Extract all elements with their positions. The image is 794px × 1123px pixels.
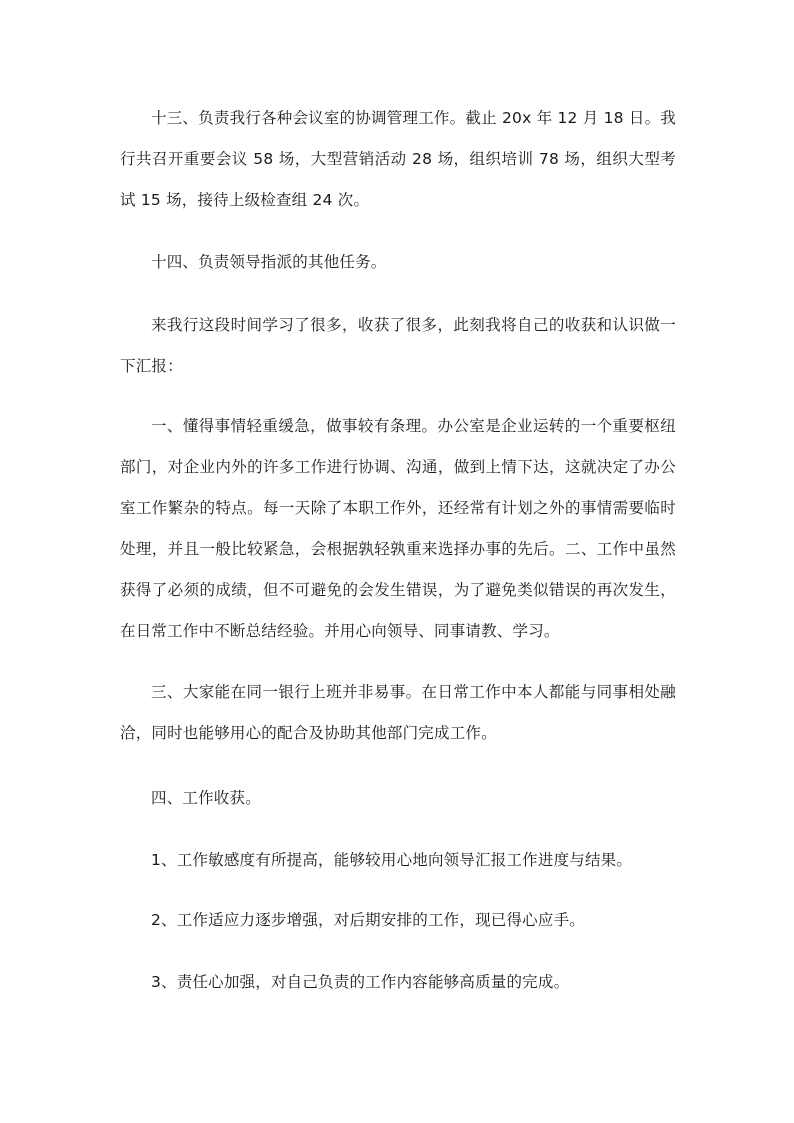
paragraph-priorities: 一、懂得事情轻重缓急，做事较有条理。办公室是企业运转的一个重要枢纽部门，对企业内外的许多工作进行协调、沟通，做到上情下达，这就决定了办公室工作繁杂的特点。每一天除了本职工作外，还经常有计划之外的事情需要临时处理，并且一般比较紧急，会根据孰轻孰重来选择办事的先后。二、工作中虽然获得了必须的成绩，但不可避免的会发生错误，为了避免类似错误的再次发生，在日常工作中不断总结经验。并用心向领导、同事请教、学习。 <box>120 417 676 640</box>
paragraph-gain-3: 3、责任心加强，对自己负责的工作内容能够高质量的完成。 <box>151 973 570 991</box>
paragraph-gain-2: 2、工作适应力逐步增强，对后期安排的工作，现已得心应手。 <box>151 911 585 929</box>
paragraph-report-intro: 来我行这段时间学习了很多，收获了很多，此刻我将自己的收获和认识做一下汇报： <box>120 316 676 375</box>
paragraph-meeting-room-management: 十三、负责我行各种会议室的协调管理工作。截止 20x 年 12 月 18 日。我行共召开重要会议 58 场，大型营销活动 28 场，组织培训 78 场，组织大型考试 15 场，接待上级检查组 24 次。 <box>120 109 676 209</box>
paragraph-other-tasks: 十四、负责领导指派的其他任务。 <box>151 253 387 271</box>
paragraph-work-gains-heading: 四、工作收获。 <box>151 789 261 807</box>
paragraph-gain-1: 1、工作敏感度有所提高，能够较用心地向领导汇报工作进度与结果。 <box>151 851 633 869</box>
paragraph-teamwork: 三、大家能在同一银行上班并非易事。在日常工作中本人都能与同事相处融洽，同时也能够用心的配合及协助其他部门完成工作。 <box>120 683 676 742</box>
